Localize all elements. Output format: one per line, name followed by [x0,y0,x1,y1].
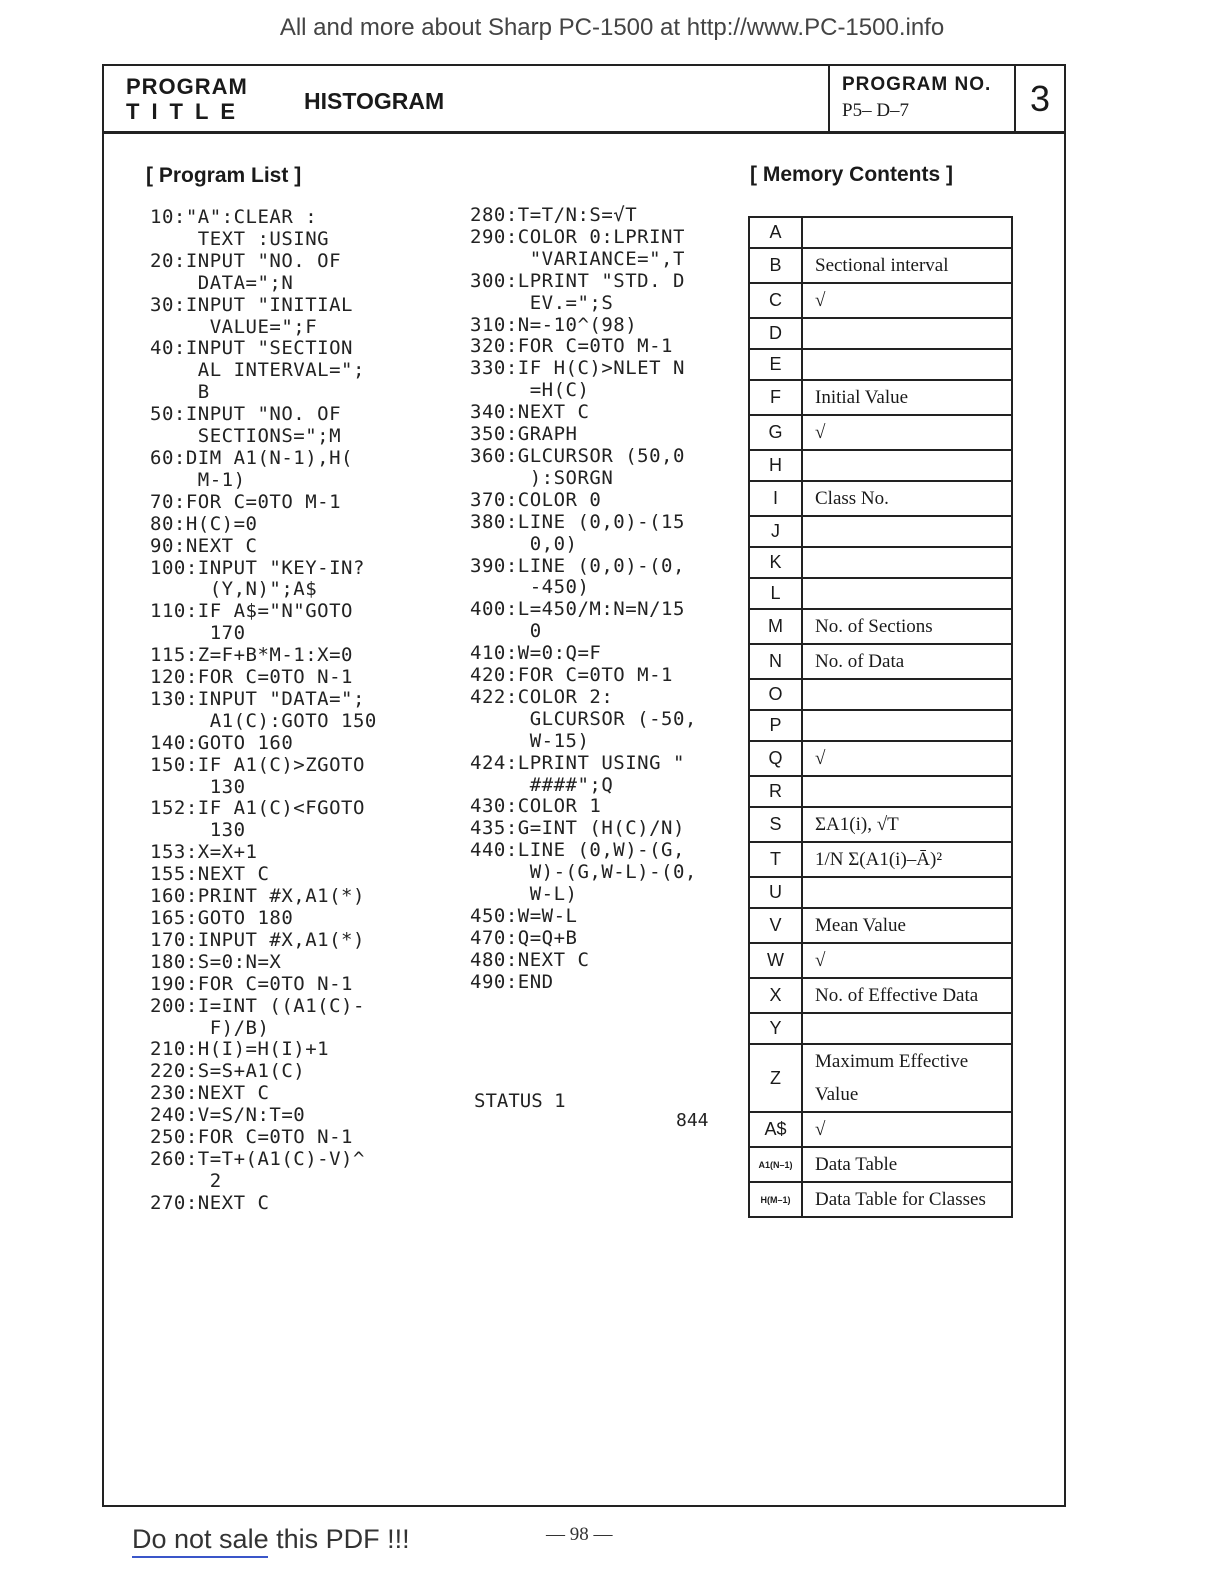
memory-row [749,415,1012,450]
memory-row [749,481,1012,516]
memory-variable: U [749,877,802,908]
program-list-title: [ Program List ] [146,164,302,187]
footer-notice [132,1524,410,1558]
memory-row [749,644,1012,679]
memory-row [749,380,1012,415]
memory-row [749,679,1012,710]
memory-description: Sectional interval [802,248,1012,283]
memory-row [749,248,1012,283]
memory-variable: L [749,578,802,609]
memory-variable: A$ [749,1112,802,1147]
memory-row [749,908,1012,943]
memory-variable: P [749,710,802,741]
memory-variable: Q [749,741,802,776]
memory-variable: K [749,547,802,578]
memory-variable: T [749,842,802,877]
memory-variable: D [749,318,802,349]
memory-row [749,741,1012,776]
memory-row [749,1044,1012,1112]
memory-description: No. of Data [802,644,1012,679]
program-label-line1: PROGRAM [126,74,248,99]
memory-variable: X [749,978,802,1013]
memory-description: Data Table for Classes [802,1182,1012,1217]
memory-row [749,283,1012,318]
memory-variable: V [749,908,802,943]
memory-row [749,807,1012,842]
program-listing-column-1: 10:"A":CLEAR : TEXT :USING 20:INPUT "NO. OF DATA=";N 30:INPUT "INITIAL VALUE=";F 40:INPUT "SECTION AL INTERVAL="; B 50:INPUT "NO. OF SECTIONS=";M 60:DIM A1(N-1),H( M-1) 70:FOR C=0TO M-1 80:H(C)=0 90:NEXT C 100:INPUT "KEY-IN? (Y,N)";A$ 110:IF A$="N"GOTO 170 115:Z=F+B*M-1:X=0 120:FOR C=0TO N-1 130:INPUT "DATA="; A1(C):GOTO 150 140:GOTO 160 150:IF A1(C)>ZGOTO 130 152:IF A1(C)<FGOTO 130 153:X=X+1 155:NEXT C 160:PRINT #X,A1(*) 165:GOTO 180 170:INPUT #X,A1(*) 180:S=0:N=X 190:FOR C=0TO N-1 200:I=INT ((A1(C)- F)/B) 210:H(I)=H(I)+1 220:S=S+A1(C) 230:NEXT C 240:V=S/N:T=0 250:FOR C=0TO N-1 260:T=T+(A1(C)-V)^ 2 270:NEXT C [150,206,377,1214]
footer-page-number: — 98 — [546,1524,613,1545]
footer-notice-text: Do not sale this PDF !!! [132,1524,410,1554]
memory-description [802,516,1012,547]
memory-description [802,877,1012,908]
memory-variable: I [749,481,802,516]
memory-row [749,516,1012,547]
memory-row [749,710,1012,741]
program-number-label: PROGRAM NO. [842,74,992,95]
memory-description: Mean Value [802,908,1012,943]
memory-variable: N [749,644,802,679]
memory-description: √ [802,283,1012,318]
memory-variable: F [749,380,802,415]
memory-description [802,217,1012,248]
memory-variable: O [749,679,802,710]
memory-description: ΣA1(i), √T [802,807,1012,842]
memory-description [802,450,1012,481]
sheet-header [104,66,1064,134]
memory-row [749,978,1012,1013]
memory-variable: G [749,415,802,450]
memory-row [749,450,1012,481]
memory-description: √ [802,741,1012,776]
memory-row [749,776,1012,807]
memory-description: Initial Value [802,380,1012,415]
status-line: STATUS 1 [474,1090,566,1112]
memory-row [749,578,1012,609]
memory-description [802,710,1012,741]
memory-row [749,349,1012,380]
memory-variable: H(M–1) [749,1182,802,1217]
program-number-box [828,66,1016,131]
memory-row [749,547,1012,578]
memory-row [749,943,1012,978]
memory-variable: Y [749,1013,802,1044]
memory-row [749,1147,1012,1182]
memory-variable: M [749,609,802,644]
program-title: HISTOGRAM [304,88,445,114]
program-label-line2: TITLE [126,99,248,124]
memory-variable: C [749,283,802,318]
memory-variable: H [749,450,802,481]
memory-row [749,842,1012,877]
memory-variable: Z [749,1044,802,1112]
memory-description: No. of Sections [802,609,1012,644]
sheet-page-number: 3 [1014,66,1064,131]
memory-description [802,1013,1012,1044]
memory-description: Maximum Effective Value [802,1044,1012,1112]
memory-row [749,1112,1012,1147]
memory-description: No. of Effective Data [802,978,1012,1013]
memory-description [802,578,1012,609]
memory-description [802,679,1012,710]
memory-row [749,318,1012,349]
memory-description: √ [802,415,1012,450]
memory-description: Class No. [802,481,1012,516]
memory-description [802,318,1012,349]
memory-contents-title: [ Memory Contents ] [750,163,954,186]
memory-description [802,349,1012,380]
memory-row [749,609,1012,644]
program-number-value: P5– D–7 [842,100,910,121]
memory-variable: W [749,943,802,978]
memory-variable: E [749,349,802,380]
memory-bytes: 844 [676,1110,709,1131]
memory-variable: R [749,776,802,807]
memory-row [749,1013,1012,1044]
source-banner: All and more about Sharp PC-1500 at http://www.PC-1500.info [279,14,945,41]
memory-description: √ [802,1112,1012,1147]
memory-row [749,1182,1012,1217]
memory-description [802,776,1012,807]
memory-description: √ [802,943,1012,978]
memory-row [749,877,1012,908]
program-title-label [126,74,248,124]
memory-variable: A [749,217,802,248]
memory-description: Data Table [802,1147,1012,1182]
memory-description: 1/N Σ(A1(i)–Ā)² [802,842,1012,877]
memory-variable: A1(N–1) [749,1147,802,1182]
memory-variable: S [749,807,802,842]
memory-contents-table [748,216,1013,1218]
memory-variable: J [749,516,802,547]
memory-description [802,547,1012,578]
memory-row [749,217,1012,248]
memory-variable: B [749,248,802,283]
program-listing-column-2: 280:T=T/N:S=√T 290:COLOR 0:LPRINT "VARIANCE=",T 300:LPRINT "STD. D EV.=";S 310:N=-10^(98) 320:FOR C=0TO M-1 330:IF H(C)>NLET N =H(C) 340:NEXT C 350:GRAPH 360:GLCURSOR (50,0 ):SORGN 370:COLOR 0 380:LINE (0,0)-(15 0,0) 390:LINE (0,0)-(0, -450) 400:L=450/M:N=N/15 0 410:W=0:Q=F 420:FOR C=0TO M-1 422:COLOR 2: GLCURSOR (-50, W-15) 424:LPRINT USING " ####";Q 430:COLOR 1 435:G=INT (H(C)/N) 440:LINE (0,W)-(G, W)-(G,W-L)-(0, W-L) 450:W=W-L 470:Q=Q+B 480:NEXT C 490:END [470,204,697,993]
